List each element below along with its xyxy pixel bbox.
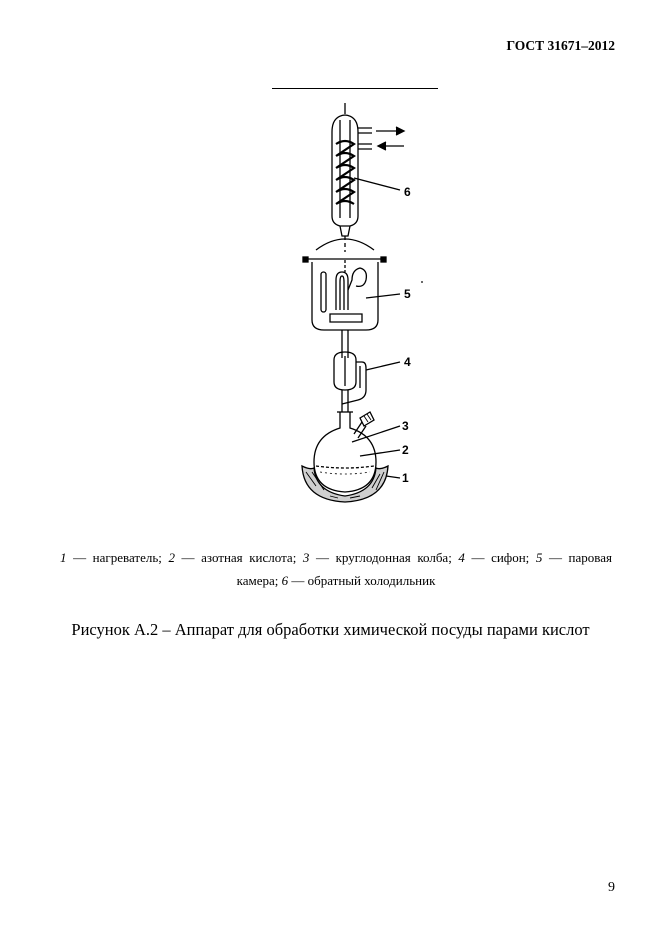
callout-5: 5	[404, 287, 411, 301]
apparatus-figure	[290, 100, 430, 520]
callout-2: 2	[402, 443, 409, 457]
round-bottom-flask	[314, 412, 400, 492]
legend-line-1: 1 — нагреватель; 2 — азотная кислота; 3 — круглодонная колба; 4 — сифон; 5 — паровая	[60, 550, 612, 565]
figure-caption: Рисунок А.2 – Аппарат для обработки химической посуды парами кислот	[71, 620, 590, 639]
page-number: 9	[608, 880, 615, 895]
header-rule	[272, 88, 438, 89]
steam-chamber	[303, 236, 400, 330]
siphon	[334, 330, 400, 412]
reflux-condenser	[332, 103, 404, 236]
legend-line-2: камера; 6 — обратный холодильник	[236, 573, 436, 588]
document-code: ГОСТ 31671–2012	[506, 38, 615, 53]
speck-mark	[421, 281, 423, 283]
callout-6: 6	[404, 185, 411, 199]
heater-mantle	[302, 466, 400, 502]
figure-legend	[60, 546, 612, 592]
callout-3: 3	[402, 419, 409, 433]
callout-4: 4	[404, 355, 411, 369]
callout-1: 1	[402, 471, 409, 485]
